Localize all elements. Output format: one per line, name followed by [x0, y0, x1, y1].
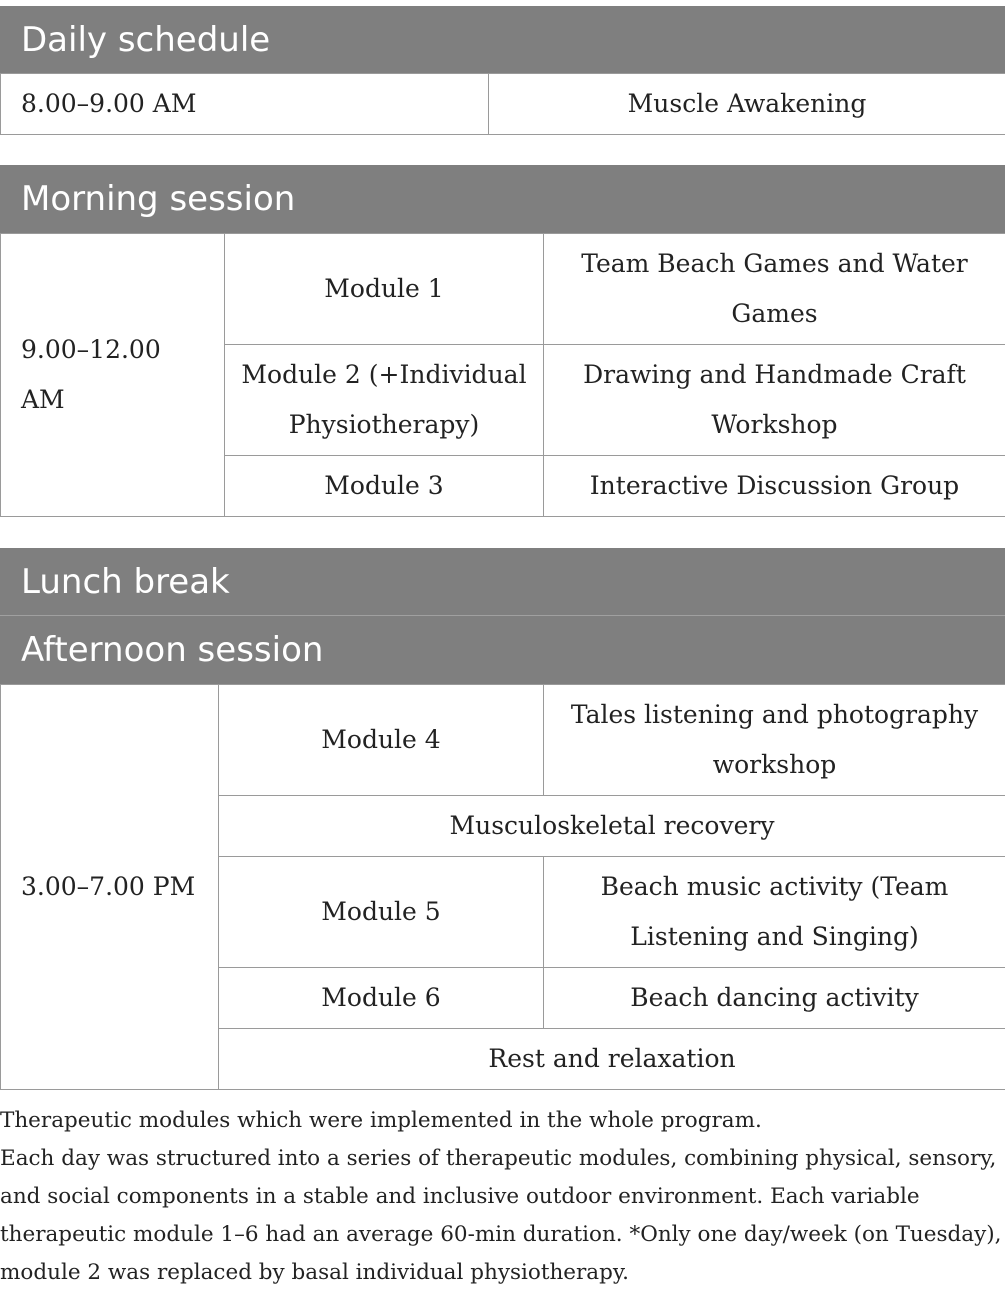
activity-cell: Beach music activity (Team Listening and Singing) [544, 857, 1005, 968]
footnote-line: Each day was structured into a series of therapeutic modules, combining physical, sensory, [0, 1146, 997, 1171]
time-cell: 9.00–12.00 AM [1, 234, 225, 517]
lunch-break-title: Lunch break [21, 561, 230, 602]
afternoon-session-title: Afternoon session [21, 630, 324, 670]
activity-cell: Muscle Awakening [489, 74, 1005, 135]
afternoon-session-header [0, 616, 1005, 684]
morning-session-table [0, 233, 1005, 517]
module-cell: Module 6 [219, 968, 544, 1029]
table-row [1, 685, 1005, 796]
activity-cell: Tales listening and photography workshop [544, 685, 1005, 796]
footnote-caption: Therapeutic modules which were implemented in the whole program. [0, 1108, 762, 1133]
time-cell: 8.00–9.00 AM [1, 74, 489, 135]
activity-cell: Interactive Discussion Group [544, 456, 1005, 517]
daily-schedule-title: Daily schedule [21, 19, 271, 60]
daily-schedule-header [0, 6, 1005, 73]
module-cell: Module 5 [219, 857, 544, 968]
daily-schedule-table [0, 73, 1005, 135]
footnote-line: and social components in a stable and inclusive outdoor environment. Each variable [0, 1184, 920, 1209]
activity-span-cell: Rest and relaxation [219, 1029, 1005, 1090]
table-row [1, 74, 1005, 135]
footnote-line: module 2 was replaced by basal individual physiotherapy. [0, 1260, 630, 1285]
activity-span-cell: Musculoskeletal recovery [219, 796, 1005, 857]
table-footnote [0, 1102, 1005, 1292]
lunch-break-header [0, 548, 1005, 615]
table-row [1, 234, 1005, 345]
module-cell: Module 3 [225, 456, 544, 517]
activity-cell: Drawing and Handmade Craft Workshop [544, 345, 1005, 456]
module-cell: Module 4 [219, 685, 544, 796]
footnote-line: therapeutic module 1–6 had an average 60-min duration. *Only one day/week (on Tuesday), [0, 1222, 1002, 1247]
activity-cell: Team Beach Games and Water Games [544, 234, 1005, 345]
module-cell: Module 2 (+Individual Physiotherapy) [225, 345, 544, 456]
activity-cell: Beach dancing activity [544, 968, 1005, 1029]
morning-session-title: Morning session [21, 179, 296, 219]
module-cell: Module 1 [225, 234, 544, 345]
time-cell: 3.00–7.00 PM [1, 685, 219, 1090]
morning-session-header [0, 165, 1005, 233]
afternoon-session-table [0, 684, 1005, 1090]
